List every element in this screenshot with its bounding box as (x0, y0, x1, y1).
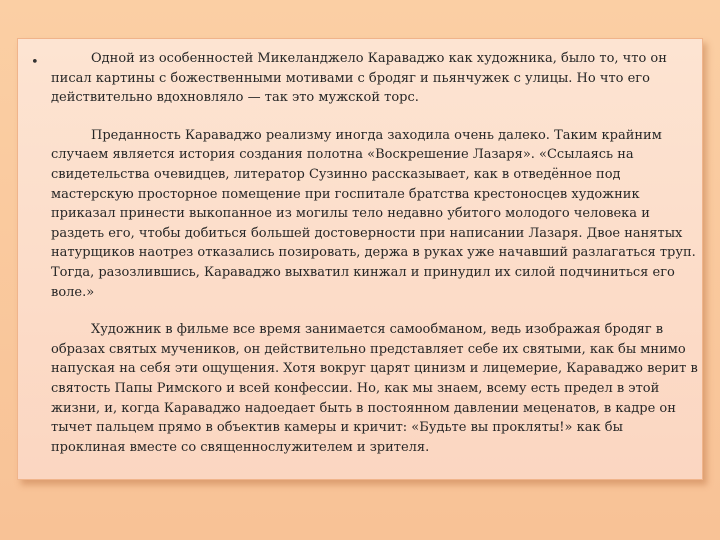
text-panel (17, 38, 703, 480)
paragraph-3: Художник в фильме все время занимается самообманом, ведь изображая бродяг в образах святых мучеников, он действительно представляет себе их святыми, как бы мнимо напуская на себя эти ощущения. Хотя вокруг царят цинизм и лицемерие, Караваджо верит в святость Папы Римского и всей конфессии. Но, как мы знаем, всему есть предел в этой жизни, и, когда Караваджо надоедает быть в постоянном давлении меценатов, в кадре он тычет пальцем прямо в объектив камеры и кричит: «Будьте вы прокляты!» как бы проклиная вместе со священнослужителем и зрителя. (51, 322, 698, 455)
paragraph-1: Одной из особенностей Микеланджело Караваджо как художника, было то, что он писал картины с божественными мотивами с бродяг и пьянчужек с улицы. Но что его действительно вдохновляло — так это мужской торс. (51, 51, 667, 106)
bullet-marker: • (31, 55, 39, 70)
paragraph-2: Преданность Караваджо реализму иногда заходила очень далеко. Таким крайним случаем является история создания полотна «Воскрешение Лазаря». «Ссылаясь на свидетельства очевидцев, литератор Сузинно рассказывает, как в отведённое под мастерскую просторное помещение при госпитале братства крестоносцев художник приказал принести выкопанное из могилы тело недавно убитого молодого человека и раздеть его, чтобы добиться большей достоверности при написании Лазаря. Двое нанятых натурщиков наотрез отказались позировать, держа в руках уже начавший разлагаться труп. Тогда, разозлившись, Караваджо выхватил кинжал и принудил их силой подчиниться его воле.» (51, 127, 696, 300)
text-content (51, 49, 699, 457)
